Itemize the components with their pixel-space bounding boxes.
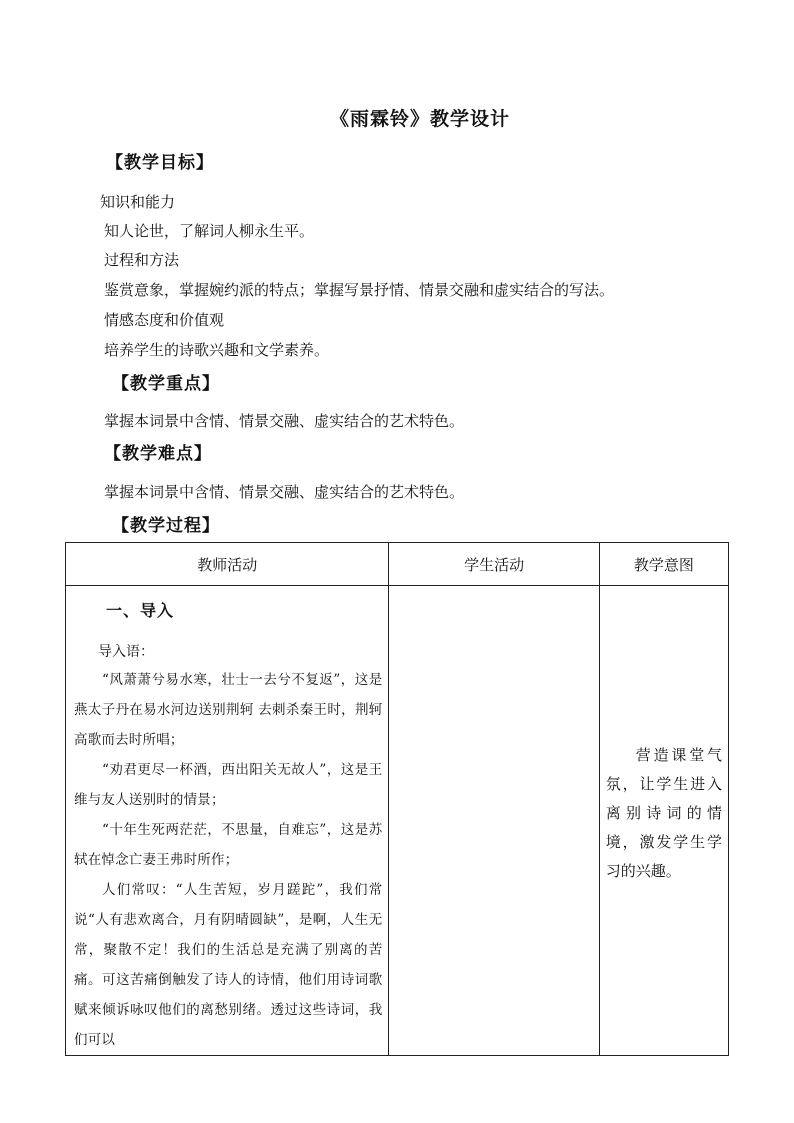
intro-paragraph: “风萧萧兮易水寒，壮士一去兮不复返”，这是燕太子丹在易水河边送别荆轲 去刺杀秦王时，荆轲高歌而去时所唱； — [74, 672, 383, 748]
key-points-heading: 【教学重点】 — [112, 374, 220, 394]
header-teacher-activity: 教师活动 — [66, 543, 389, 586]
objective-line: 知识和能力 — [100, 193, 176, 211]
objectives-heading: 【教学目标】 — [106, 153, 214, 173]
teacher-activity-cell — [66, 586, 389, 1056]
table-row — [66, 586, 729, 1056]
process-heading: 【教学过程】 — [112, 516, 220, 536]
key-points-text: 掌握本词景中含情、情景交融、虚实结合的艺术特色。 — [104, 412, 465, 430]
objective-line: 情感态度和价值观 — [104, 311, 225, 329]
intro-paragraph: “劝君更尽一杯酒，西出阳关无故人”，这是王维与友人送别时的情景； — [74, 762, 383, 808]
table-header-row — [66, 543, 729, 586]
intro-paragraph: “十年生死两茫茫，不思量，自难忘”，这是苏轼在悼念亡妻王弗时所作； — [74, 822, 383, 868]
process-table — [65, 542, 729, 1056]
objective-line: 过程和方法 — [104, 251, 180, 269]
intro-paragraph: 人们常叹：“人生苦短，岁月蹉跎”，我们常说“人有悲欢离合，月有阴晴圆缺”，是啊，人生无常，聚散不定！我们的生活总是充满了别离的苦痛。可这苦痛倒触发了诗人的诗情，他们用诗词歌赋来倾诉咏叹他们的离愁别绪。透过这些诗词，我们可以 — [74, 882, 383, 1048]
student-activity-cell — [389, 586, 599, 1056]
intro-label: 导入语： — [98, 644, 154, 660]
objective-line: 培养学生的诗歌兴趣和文学素养。 — [104, 341, 330, 359]
teaching-intent-text: 营造课堂气氛，让学生进入离别诗词的情境，激发学生学习的兴趣。 — [605, 745, 722, 880]
difficult-points-text: 掌握本词景中含情、情景交融、虚实结合的艺术特色。 — [104, 483, 465, 501]
teaching-intent-cell — [599, 586, 728, 1056]
section-title: 一、导入 — [106, 601, 175, 620]
header-teaching-intent: 教学意图 — [599, 543, 728, 586]
page-title: 《雨霖铃》教学设计 — [329, 108, 510, 130]
difficult-points-heading: 【教学难点】 — [104, 444, 212, 464]
objective-line: 知人论世，了解词人柳永生平。 — [104, 222, 315, 240]
objective-line: 鉴赏意象，掌握婉约派的特点；掌握写景抒情、情景交融和虚实结合的写法。 — [104, 281, 615, 299]
header-student-activity: 学生活动 — [389, 543, 599, 586]
